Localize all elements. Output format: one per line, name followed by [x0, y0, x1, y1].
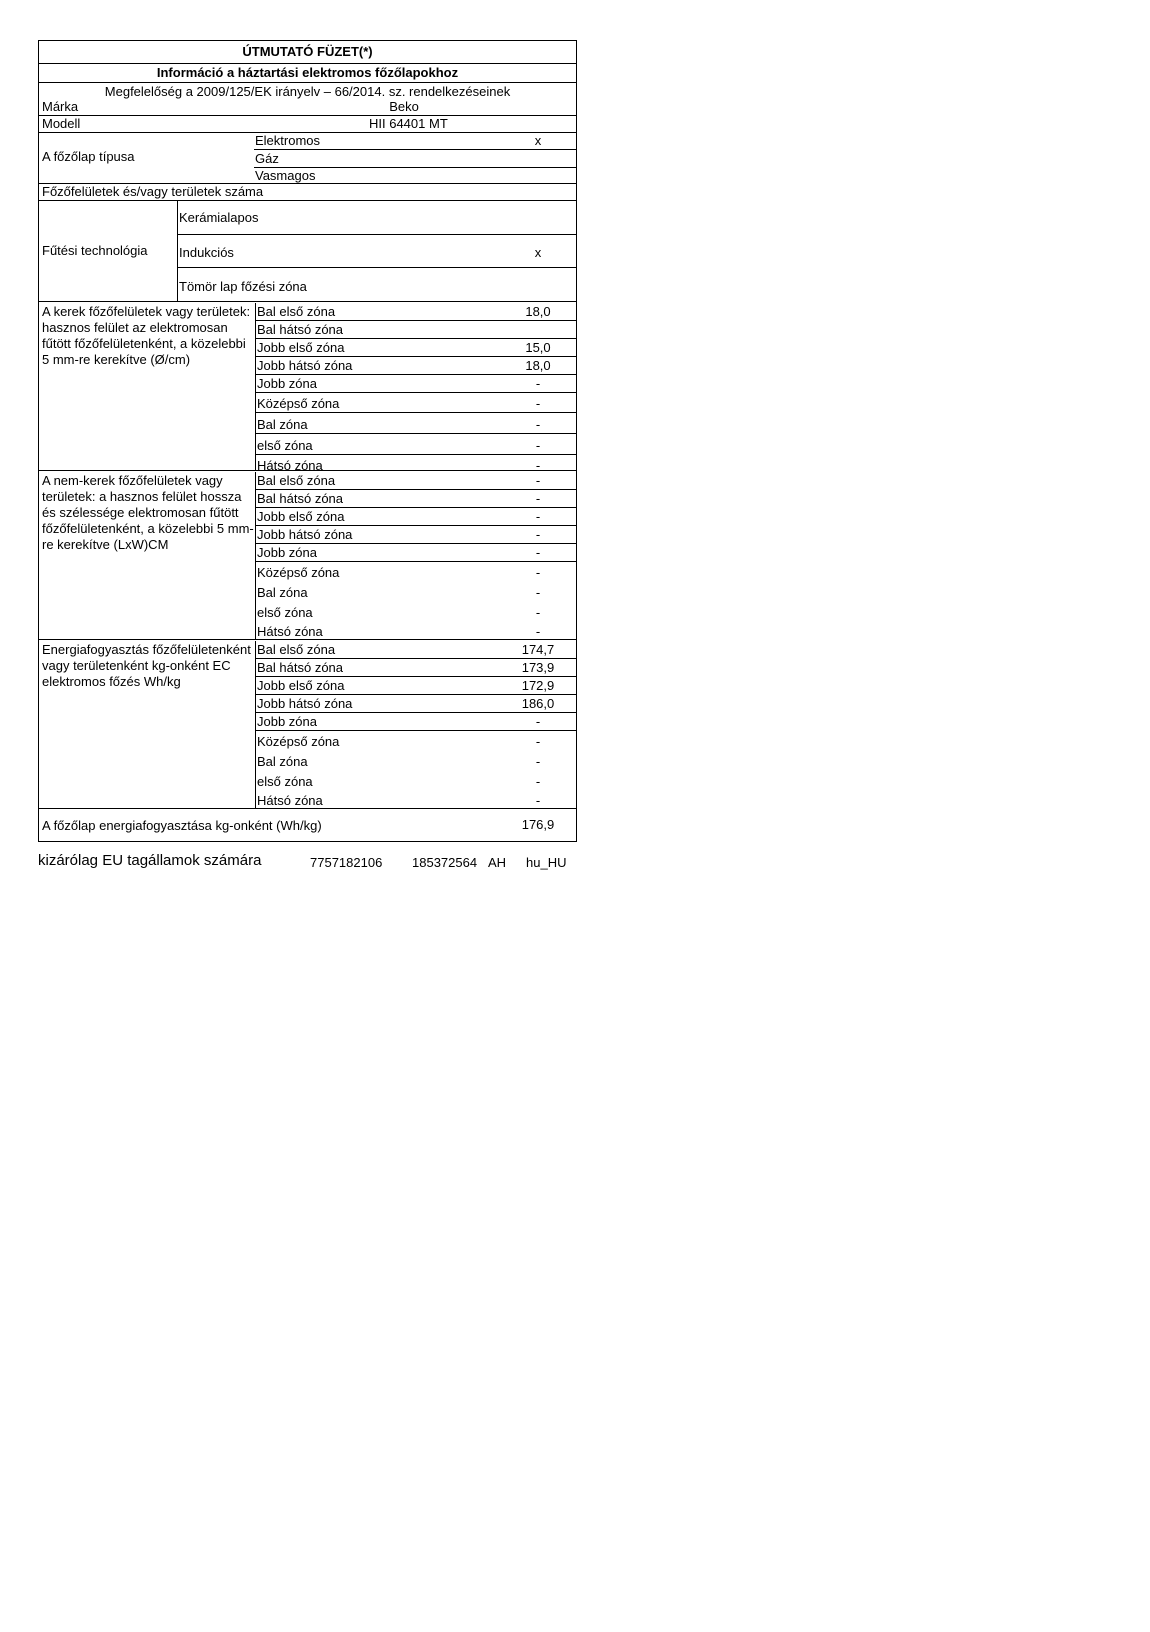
zone-row: első zóna - [257, 605, 541, 620]
footer-code-1: 7757182106 [310, 855, 383, 870]
zone-row: Hátsó zóna - [257, 458, 541, 473]
zone-row: Jobb hátsó zóna 18,0 [256, 357, 576, 375]
sheet-title [39, 41, 576, 64]
zone-row: Középső zóna - [256, 393, 576, 413]
model-label: Modell [42, 116, 81, 131]
zone-row: Bal első zóna - [256, 472, 576, 490]
hob-type-options [254, 133, 576, 183]
energy-zones-list [255, 641, 576, 808]
zone-row: Jobb hátsó zóna 186,0 [256, 695, 576, 713]
brand-label: Márka [42, 99, 79, 114]
model-row [39, 116, 576, 133]
zone-row: Jobb első zóna 172,9 [256, 677, 576, 695]
zone-row: Bal zóna - [257, 585, 541, 600]
footer-code-2: 185372564 [412, 855, 478, 870]
nonround-zones-section [39, 471, 576, 640]
zone-row: Bal első zóna 174,7 [256, 641, 576, 659]
heating-option: Tömör lap főzési zóna [179, 279, 307, 294]
total-energy-value: 176,9 [521, 817, 555, 832]
heating-option: Kerámialapos [178, 201, 576, 235]
nonround-zones-label: A nem-kerek főzőfelületek vagy területek: a hasznos felület hossza és szélessége elektromosan fűtött főzőfelületenként, a közelebbi 5 mm-re kerekítve (LxW)CM [42, 473, 254, 552]
zone-row: Bal zóna - [257, 754, 541, 769]
title-text: ÚTMUTATÓ FÜZET(*) [242, 44, 373, 59]
model-value: HII 64401 MT [369, 116, 448, 131]
sheet-subtitle [39, 64, 576, 83]
nonround-zones-list [255, 472, 576, 639]
zone-count-label: Főzőfelületek és/vagy területek száma [42, 184, 264, 199]
hob-type-label: A főzőlap típusa [42, 149, 135, 164]
energy-zones-label: Energiafogyasztás főzőfelületenként vagy területenként kg-onként EC elektromos főzés Wh/kg [42, 642, 251, 689]
info-table [38, 40, 577, 842]
zone-row: Középső zóna - [257, 565, 541, 580]
subtitle-text: Információ a háztartási elektromos főzőlapokhoz [156, 65, 459, 80]
footer [38, 852, 618, 872]
zone-row: első zóna - [257, 774, 541, 789]
footer-code-3: AH [488, 855, 507, 870]
zone-row: Bal hátsó zóna 173,9 [256, 659, 576, 677]
zone-row: Hátsó zóna - [257, 624, 541, 639]
total-energy-row [39, 809, 576, 841]
zone-row: Jobb zóna - [256, 713, 576, 731]
round-zones-list [255, 303, 576, 473]
compliance-text: Megfelelőség a 2009/125/EK irányelv – 66/2014. sz. rendelkezéseinek [104, 84, 511, 99]
heating-section [39, 201, 576, 302]
footer-locale: hu_HU [526, 855, 567, 870]
zone-row: Bal első zóna 18,0 [256, 303, 576, 321]
zone-row: Jobb első zóna - [256, 508, 576, 526]
round-zones-label: A kerek főzőfelületek vagy területek: hasznos felület az elektromosan fűtött főzőfelületenként, a közelebbi 5 mm-re kerekítve (Ø/cm) [42, 304, 251, 367]
zone-row: Bal hátsó zóna [256, 321, 576, 339]
zone-count-row [39, 184, 576, 201]
zone-row: Jobb első zóna 15,0 [256, 339, 576, 357]
round-zones-section [39, 302, 576, 471]
compliance-brand-row: Megfelelőség a 2009/125/EK irányelv – 66/2014. sz. rendelkezéseinek Márka Beko [39, 83, 576, 116]
hob-type-option: Vasmagos [255, 168, 316, 183]
total-energy-label: A főzőlap energiafogyasztása kg-onként (Wh/kg) [42, 818, 322, 833]
hob-type-option: Gáz [254, 150, 576, 168]
heating-option: Indukciós x [178, 235, 576, 268]
zone-row: Bal zóna - [256, 413, 576, 434]
zone-row: Jobb zóna - [256, 375, 576, 393]
hob-type-option: Elektromos x [254, 133, 576, 150]
zone-row: Bal hátsó zóna - [256, 490, 576, 508]
heating-options [177, 201, 576, 301]
footer-note: kizárólag EU tagállamok számára [38, 852, 262, 869]
zone-row: első zóna - [256, 434, 576, 455]
zone-row: Jobb zóna - [256, 544, 576, 562]
zone-row: Hátsó zóna - [257, 793, 541, 808]
zone-row: Középső zóna - [257, 734, 541, 749]
energy-zones-section [39, 640, 576, 809]
zone-row: Jobb hátsó zóna - [256, 526, 576, 544]
product-information-sheet [38, 40, 577, 870]
heating-label: Fűtési technológia [42, 243, 148, 258]
hob-type-row [39, 133, 576, 184]
